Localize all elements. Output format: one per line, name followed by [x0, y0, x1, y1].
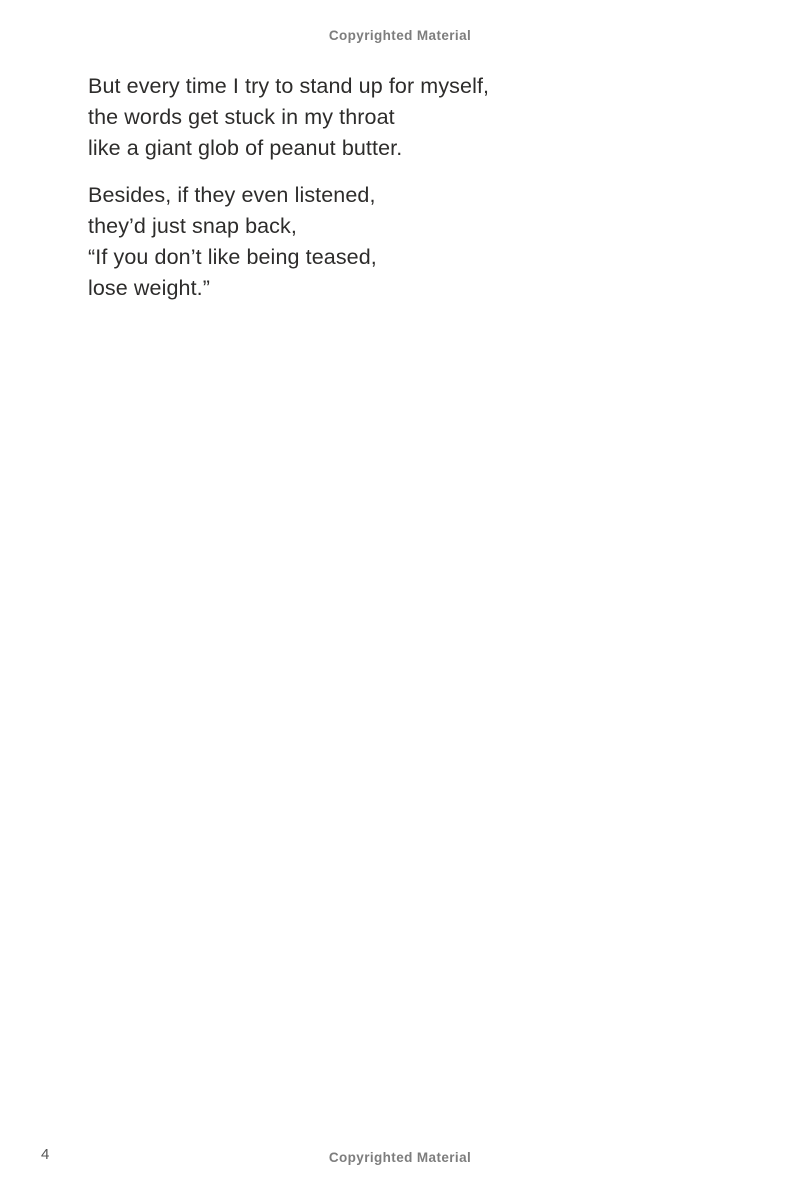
- poem-line: But every time I try to stand up for myself,: [88, 74, 490, 98]
- poem-line: Besides, if they even listened,: [88, 183, 376, 207]
- poem-stanza: [88, 180, 489, 304]
- poem-line: lose weight.”: [88, 276, 210, 300]
- poem-line: the words get stuck in my throat: [88, 105, 395, 129]
- page-number: 4: [41, 1146, 50, 1163]
- poem-text: [88, 71, 489, 304]
- poem-line: like a giant glob of peanut butter.: [88, 136, 403, 160]
- poem-line: they’d just snap back,: [88, 214, 297, 238]
- poem-line: “If you don’t like being teased,: [88, 245, 377, 269]
- poem-stanza: [88, 71, 489, 164]
- copyright-notice-top: Copyrighted Material: [328, 28, 472, 43]
- copyright-notice-bottom: Copyrighted Material: [328, 1150, 472, 1165]
